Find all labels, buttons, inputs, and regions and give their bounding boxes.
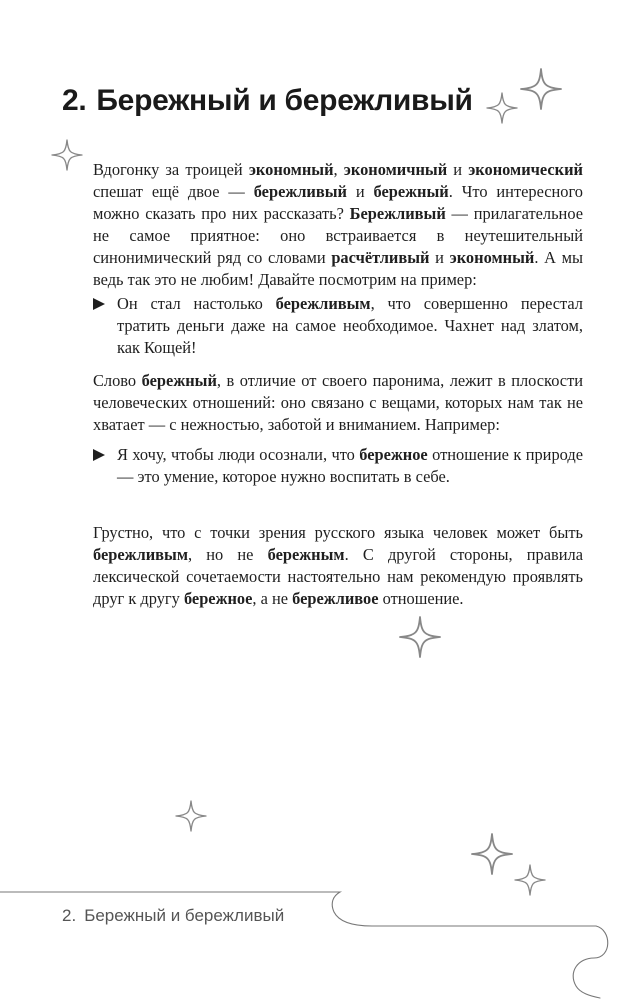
text-run: . С другой стороны, правила лексической сочетаемости настоятельно нам рекомендую проявлять друг к другу [93,545,583,608]
text-run: , [333,160,344,179]
footer-chapter-number: 2. [62,906,77,925]
sparkle-star-icon [52,140,82,170]
highlighted-word: бережный [141,371,217,390]
text-run: , но не [187,545,268,564]
highlighted-word: бережливое [292,589,379,608]
sparkle-star-icon [400,617,440,657]
highlighted-word: экономный [248,160,334,179]
highlighted-word: бережным [267,545,345,564]
highlighted-word: бережный [373,182,449,201]
text-run: , а не [252,589,293,608]
highlighted-word: Бережливый [349,204,446,223]
text-run: Он стал настолько [117,294,276,313]
highlighted-word: бережливым [275,294,371,313]
text-run: . Что интересного можно сказать про них рассказать? [93,182,584,223]
sparkle-star-icon [472,834,512,874]
sparkle-star-icon [515,865,545,895]
chapter-title: Бережный и бережливый [96,84,473,117]
text-run: отношение к природе — это умение, которое нужно воспитать в себе. [117,445,583,486]
highlighted-word: экономичный [343,160,448,179]
footer-swirl-line [0,892,608,998]
highlighted-word: бережливым [93,545,188,564]
highlighted-word: экономный [449,248,535,267]
highlighted-word: бережное [183,589,253,608]
footer-chapter-title: Бережный и бережливый [84,906,285,925]
highlighted-word: экономический [468,160,583,179]
text-run: и [346,182,374,201]
text-run: Слово [93,371,142,390]
sparkle-star-icon [176,801,206,831]
highlighted-word: бережливый [253,182,347,201]
chapter-number: 2. [62,84,87,117]
text-run: отношение. [378,589,464,608]
text-run: Грустно, что с точки зрения русского языка человек может быть [93,523,583,542]
text-run: и [429,248,450,267]
text-run: и [447,160,469,179]
sparkle-star-icon [487,93,517,123]
text-run: спешат ещё двое — [93,182,254,201]
text-run: , в отличие от своего паронима, лежит в плоскости человеческих отношений: оно связано с вещами, которых нам так не хватает — с нежностью, заботой и вниманием. Например: [93,371,584,434]
sparkle-star-icon [521,69,561,109]
text-run: — прилагательное не самое приятное: оно встраивается в неутешительный синонимический ряд со словами [93,204,583,267]
text-run: . А мы ведь так это не любим! Давайте посмотрим на пример: [93,248,584,289]
highlighted-word: расчётливый [331,248,430,267]
text-run: Я хочу, чтобы люди осознали, что [117,445,360,464]
highlighted-word: бережное [359,445,428,464]
text-run: , что совершенно перестал тратить деньги даже на самое необходимое. Чахнет над златом, как Кощей! [117,294,583,357]
text-run: Вдогонку за троицей [93,160,249,179]
